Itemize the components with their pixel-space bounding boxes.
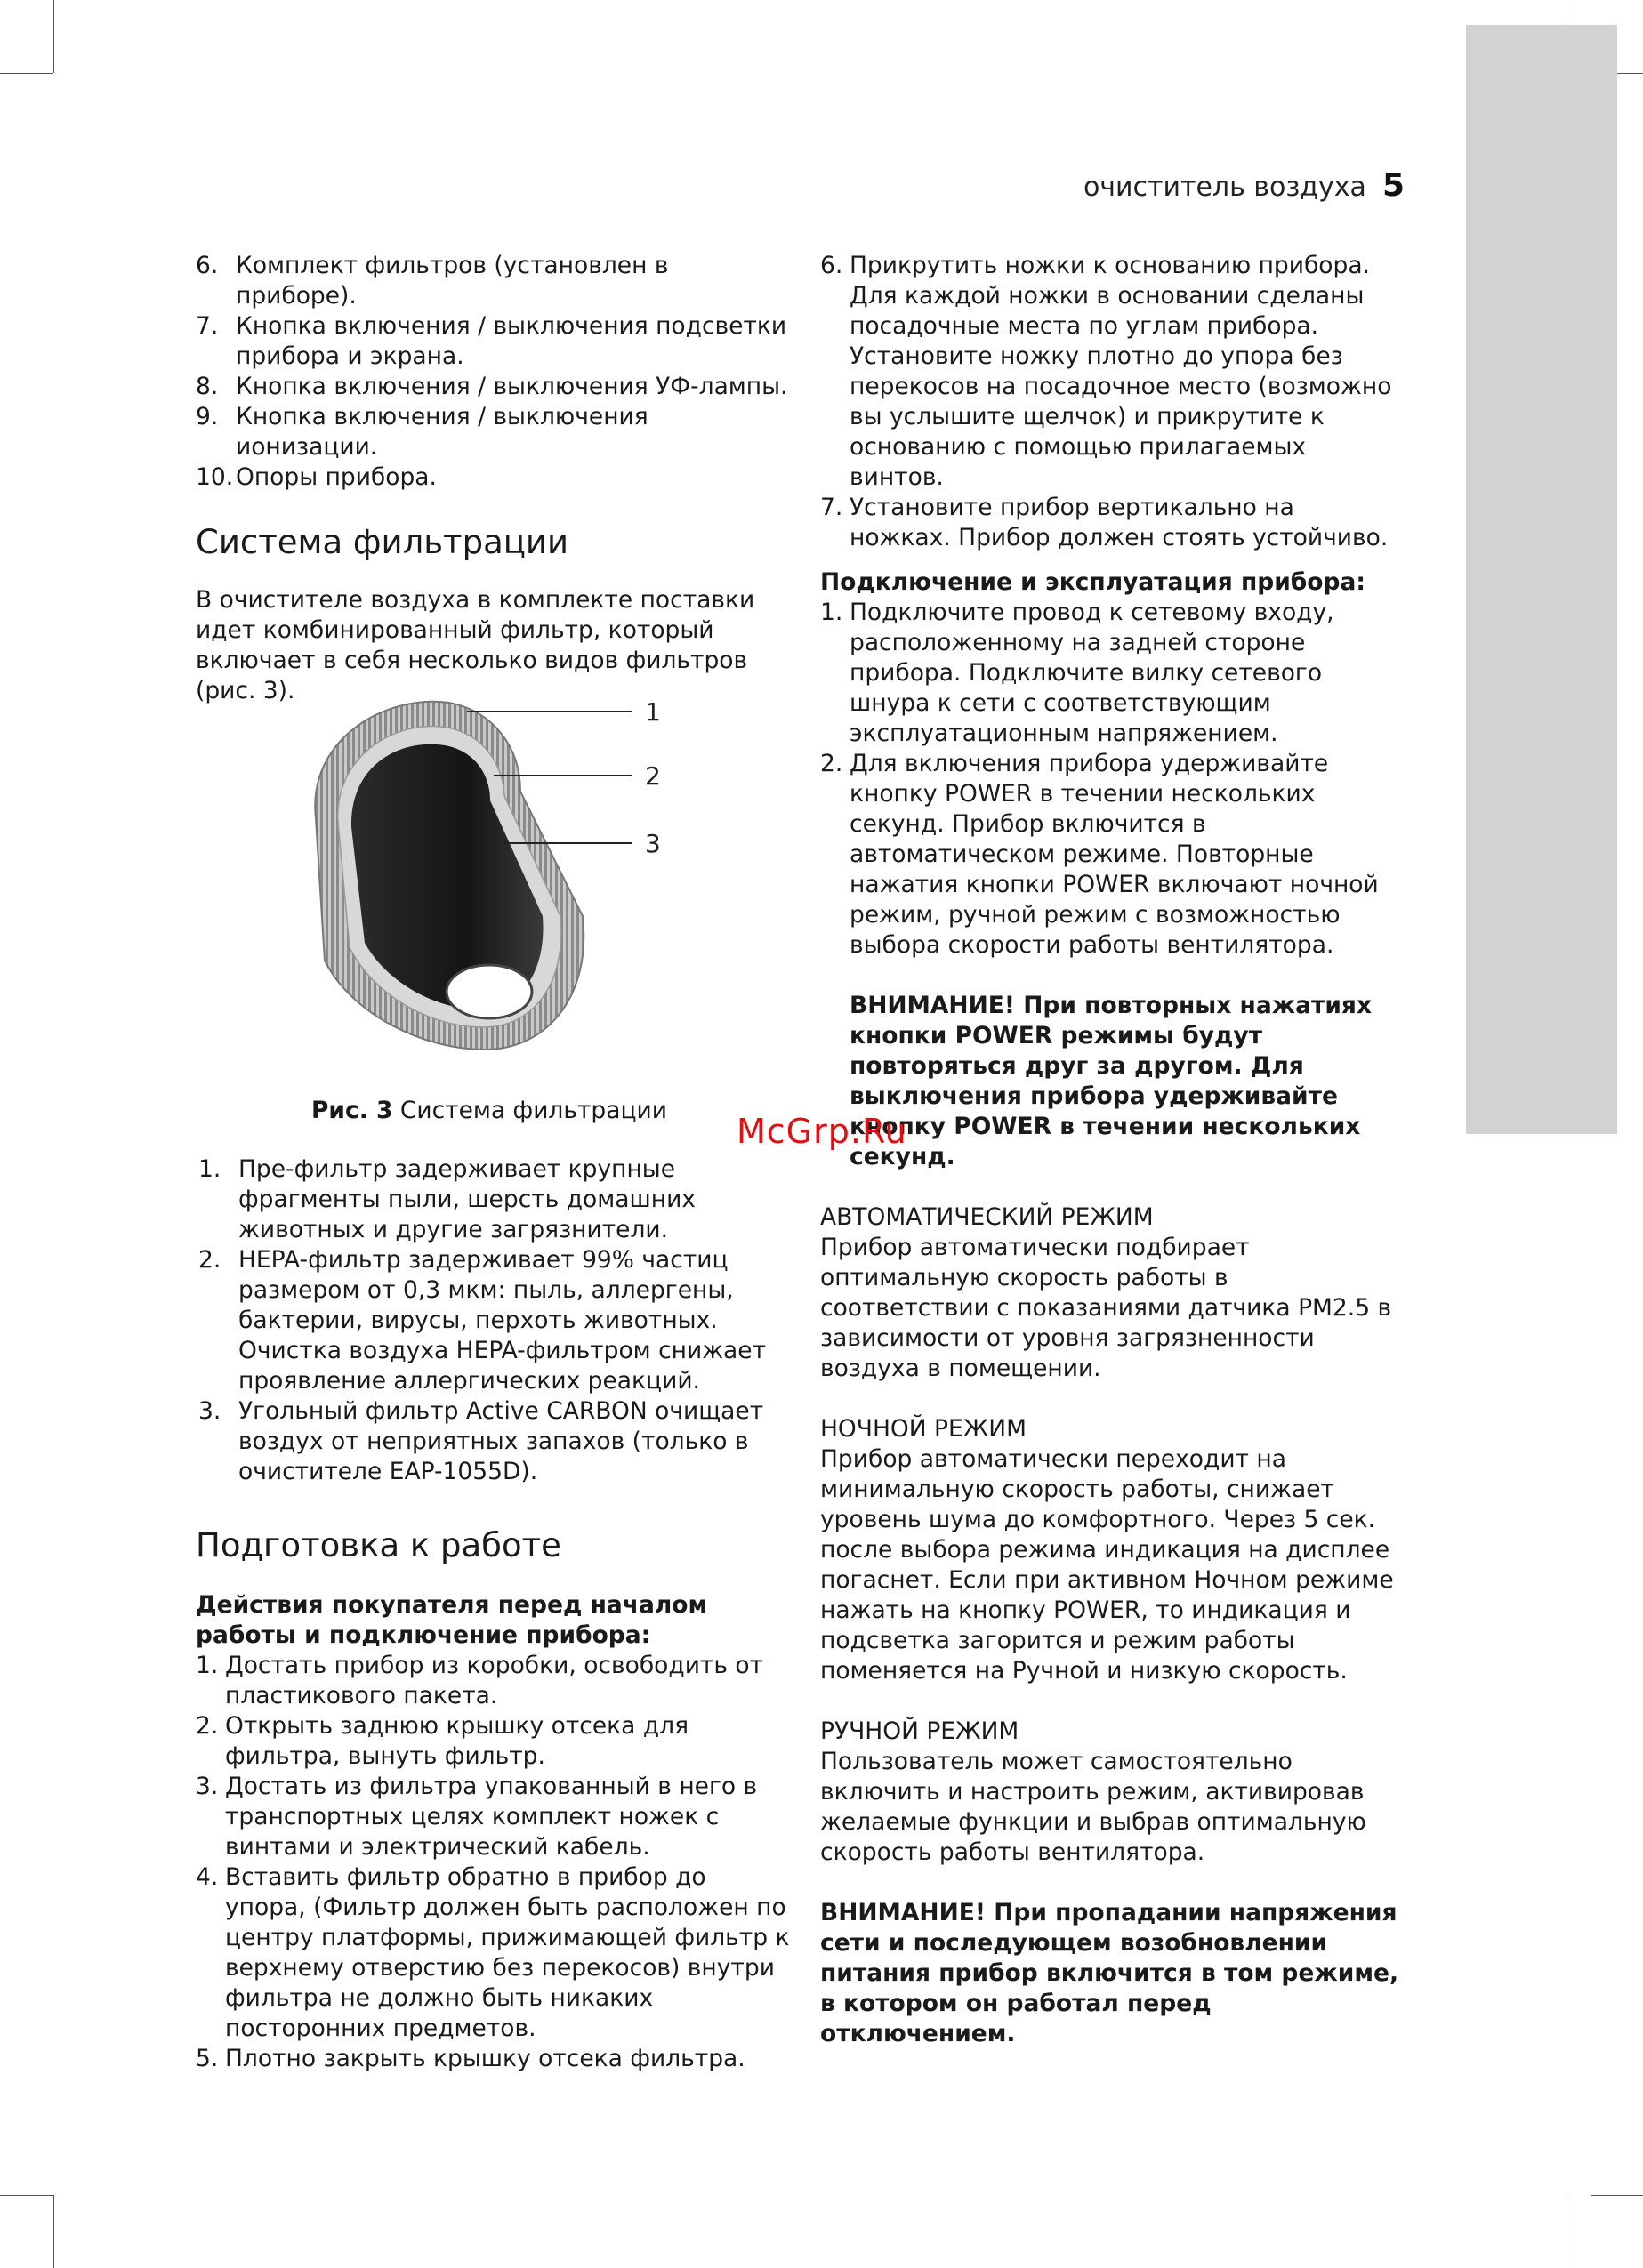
list-item: 8. Кнопка включения / выключения УФ-лампы. bbox=[196, 373, 788, 400]
list-item: 7. Установите прибор вертикально на ножках. Прибор должен стоять устойчиво. bbox=[820, 494, 1389, 551]
crop-mark bbox=[53, 2195, 54, 2268]
list-item: 10. Опоры прибора. bbox=[196, 463, 437, 491]
list-item: 6. Комплект фильтров (установлен в приборе). bbox=[196, 252, 669, 310]
list-item: 5. Плотно закрыть крышку отсека фильтра. bbox=[196, 2045, 745, 2072]
final-warning: ВНИМАНИЕ! При пропадании напряжения сети и последующем возобновлении питания прибор включится в том режиме, в котором он работал перед отключением. bbox=[820, 1899, 1399, 2047]
filtration-intro: В очистителе воздуха в комплекте поставки идет комбинированный фильтр, который включает в себя несколько видов фильтров (рис. 3). bbox=[196, 586, 755, 704]
preparation-subheading: Действия покупателя перед началом работы и подключение прибора: bbox=[196, 1591, 708, 1649]
figure-caption-text: Система фильтрации bbox=[392, 1097, 667, 1124]
filter-figure bbox=[254, 676, 681, 1067]
watermark: McGrp.Ru bbox=[737, 1112, 907, 1151]
list-item: 2. Для включения прибора удерживайте кнопку POWER в течении нескольких секунд. Прибор включится в автоматическом режиме. Повторные нажатия кнопки POWER включают ночной режим, ручной режим с возможностью выбора скорости работы вентилятора. bbox=[820, 750, 1379, 959]
figure-caption-label: Рис. 3 bbox=[311, 1097, 393, 1124]
mode-title-auto: АВТОМАТИЧЕСКИЙ РЕЖИМ bbox=[820, 1203, 1154, 1231]
side-tab bbox=[1466, 25, 1617, 1134]
section-heading-preparation: Подготовка к работе bbox=[196, 1526, 561, 1564]
filtration-list bbox=[196, 1154, 792, 2074]
crop-mark bbox=[53, 0, 54, 73]
list-item: 1. Подключите провод к сетевому входу, расположенному на задней стороне прибора. Подключите вилку сетевого шнура к сети с соответствующим эксплуатационным напряжением. bbox=[820, 599, 1334, 747]
list-item: 9. Кнопка включения / выключения ионизации. bbox=[196, 403, 648, 461]
list-item: 3. Достать из фильтра упакованный в него в транспортных целях комплект ножек с винтами и электрический кабель. bbox=[196, 1773, 758, 1861]
section-heading-filtration: Система фильтрации bbox=[196, 523, 569, 561]
parts-list bbox=[196, 251, 792, 493]
mode-text-manual: Пользователь может самостоятельно включить и настроить режим, активировав желаемые функции и выбрав оптимальную скорость работы вентилятора. bbox=[820, 1748, 1366, 1866]
header-title: очиститель воздуха bbox=[1083, 172, 1366, 203]
list-item: 3. Угольный фильтр Active CARBON очищает воздух от неприятных запахов (только в очистителе EAP-1055D). bbox=[198, 1397, 764, 1485]
list-item: 2. HEPA-фильтр задерживает 99% частиц размером от 0,3 мкм: пыль, аллергены, бактерии, вирусы, перхоть животных. Очистка воздуха HEPA-фильтром снижает проявление аллергических реакций. bbox=[198, 1246, 767, 1395]
list-item: 6. Прикрутить ножки к основанию прибора. Для каждой ножки в основании сделаны посадочные места по углам прибора. Установите ножку плотно до упора без перекосов на посадочное место (возможно вы услышите щелчок) и прикрутите к основанию с помощью прилагаемых винтов. bbox=[820, 252, 1392, 491]
crop-mark bbox=[1591, 2195, 1643, 2196]
list-item: 7. Кнопка включения / выключения подсветки прибора и экрана. bbox=[196, 312, 787, 370]
operation-warning: ВНИМАНИЕ! При повторных нажатиях кнопки POWER режимы будут повторяться друг за другом. Для выключения прибора удерживайте кнопку POWER в течении нескольких секунд. bbox=[850, 992, 1373, 1170]
crop-mark bbox=[0, 73, 53, 74]
figure-label-1: 1 bbox=[645, 697, 661, 727]
figure-caption bbox=[311, 1096, 667, 1126]
mode-text-auto: Прибор автоматически подбирает оптимальную скорость работы в соответствии с показаниями датчика PM2.5 в зависимости от уровня загрязненности воздуха в помещении. bbox=[820, 1234, 1392, 1382]
figure-label-3: 3 bbox=[645, 829, 661, 858]
mode-title-manual: РУЧНОЙ РЕЖИМ bbox=[820, 1717, 1019, 1745]
page-header bbox=[1083, 167, 1405, 204]
crop-mark bbox=[0, 2195, 53, 2196]
filter-illustration bbox=[254, 676, 681, 1067]
mode-text-night: Прибор автоматически переходит на минимальную скорость работы, снижает уровень шума до комфортного. Через 5 сек. после выбора режима индикация на дисплее погаснет. Если при активном Ночном режиме нажать на кнопку POWER, то индикация и подсветка загорится и режим работы поменяется на Ручной и низкую скорость. bbox=[820, 1445, 1394, 1685]
figure-label-2: 2 bbox=[645, 761, 661, 791]
list-item: 1. Достать прибор из коробки, освободить от пластикового пакета. bbox=[196, 1652, 764, 1709]
page-number: 5 bbox=[1381, 167, 1405, 204]
list-item: 2. Открыть заднюю крышку отсека для фильтра, вынуть фильтр. bbox=[196, 1712, 689, 1770]
left-column bbox=[196, 251, 792, 706]
list-item: 4. Вставить фильтр обратно в прибор до упора, (Фильтр должен быть расположен по центру платформы, прижимающей фильтр к верхнему отверстию без перекосов) внутри фильтра не должно быть никаких посторонних предметов. bbox=[196, 1863, 790, 2042]
mode-title-night: НОЧНОЙ РЕЖИМ bbox=[820, 1415, 1027, 1443]
list-item: 1. Пре-фильтр задерживает крупные фрагменты пыли, шерсть домашних животных и другие загрязнители. bbox=[198, 1155, 696, 1243]
operation-subheading: Подключение и эксплуатация прибора: bbox=[820, 568, 1365, 596]
